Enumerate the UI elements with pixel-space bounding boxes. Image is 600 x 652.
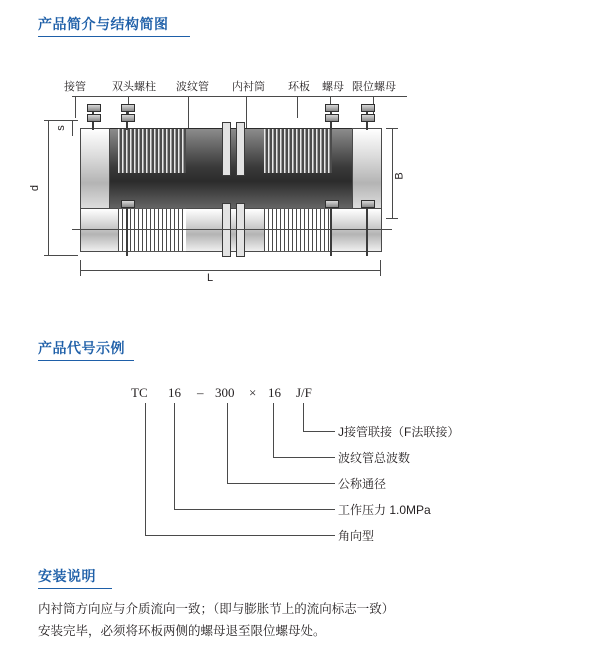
tie-rod-lower-right-2 <box>366 200 368 256</box>
code-desc-waves: 波纹管总波数 <box>338 451 411 465</box>
structure-diagram <box>0 60 600 310</box>
callout-connector-row <box>72 96 407 97</box>
dim-line-s <box>72 120 73 136</box>
section-title-install: 安装说明 <box>38 568 96 584</box>
nut-left-lower <box>87 114 101 122</box>
dim-label-d: d <box>29 184 42 192</box>
code-leader-h-pressure <box>174 509 335 510</box>
code-leader-v-pressure <box>174 403 175 509</box>
install-note-line: 内衬筒方向应与介质流向一致；（即与膨胀节上的流向标志一致） <box>38 602 395 616</box>
ring-plate-section-2 <box>236 122 245 176</box>
product-code-diagram <box>0 375 600 543</box>
ring-plate-section <box>222 122 231 176</box>
nut-right-upper <box>325 104 339 112</box>
lead-line-bellows <box>188 96 189 130</box>
ring-plate-outer-2 <box>236 203 245 257</box>
nut-lower-right-2 <box>361 200 375 208</box>
code-leader-h-type <box>145 535 335 536</box>
section-title-structure: 产品简介与结构简图 <box>38 16 169 32</box>
dim-tick-d-bottom <box>44 255 78 256</box>
nut-lower-left <box>121 200 135 208</box>
dim-tick-d-top <box>44 120 78 121</box>
code-desc-diameter: 公称通径 <box>338 477 387 491</box>
callout-label-pipe: 接管 <box>64 81 86 93</box>
code-desc-type: 角向型 <box>338 529 375 543</box>
code-part-dash: – <box>197 385 204 400</box>
code-part-tc: TC <box>131 385 148 400</box>
dim-tick-B-top <box>386 128 398 129</box>
nut-lower-right <box>325 200 339 208</box>
ring-plate-outer <box>222 203 231 257</box>
section-title-underline-3 <box>38 588 112 589</box>
dim-line-L <box>80 270 380 271</box>
bellows-pack-right-outer <box>264 208 332 252</box>
code-desc-pressure: 工作压力 1.0MPa <box>338 503 431 517</box>
lead-line-pipe <box>75 96 76 118</box>
dim-label-L: L <box>207 272 214 284</box>
code-leader-h-waves <box>273 457 335 458</box>
tie-rod-lower-right <box>330 200 332 256</box>
left-end-pipe <box>80 128 110 220</box>
bellows-pack-left-section <box>118 128 186 174</box>
code-leader-h-connection <box>303 431 335 432</box>
section-title-product-code: 产品代号示例 <box>38 340 125 356</box>
code-part-diameter: 300 <box>215 385 235 400</box>
section-title-underline-2 <box>38 360 134 361</box>
code-leader-v-connection <box>303 403 304 431</box>
nut-left2-upper <box>121 104 135 112</box>
dim-line-d <box>48 120 49 255</box>
callout-label-ring-plate: 环板 <box>288 81 310 93</box>
tie-rod-lower-left <box>126 200 128 256</box>
nut-right-lower <box>325 114 339 122</box>
code-leader-v-waves <box>273 403 274 457</box>
code-leader-v-diameter <box>227 403 228 483</box>
dim-label-s: s <box>54 125 67 131</box>
callout-label-double-stud: 双头螺柱 <box>112 81 156 93</box>
section-title-underline-1 <box>38 36 190 37</box>
callout-label-nut: 螺母 <box>322 81 344 93</box>
dim-label-B: B <box>393 172 406 180</box>
dim-tick-L-right <box>380 260 381 276</box>
install-note-line: 安装完毕，必须将环板两侧的螺母退至限位螺母处。 <box>38 624 326 638</box>
lower-view-centerline <box>72 229 392 230</box>
code-leader-h-diameter <box>227 483 335 484</box>
callout-label-bellows: 波纹管 <box>176 81 209 93</box>
install-notes <box>38 598 578 642</box>
code-part-pressure: 16 <box>168 385 181 400</box>
code-part-connection: J/F <box>296 385 312 400</box>
nut-left2-lower <box>121 114 135 122</box>
code-part-waves: 16 <box>268 385 281 400</box>
callout-label-liner: 内衬筒 <box>232 81 265 93</box>
lead-line-ring-plate <box>297 96 298 118</box>
nut-right2-lower <box>361 114 375 122</box>
nut-left-upper <box>87 104 101 112</box>
code-part-times: × <box>249 385 257 400</box>
dim-tick-L-left <box>80 260 81 276</box>
callout-label-limit-nut: 限位螺母 <box>352 81 396 93</box>
nut-right2-upper <box>361 104 375 112</box>
dim-tick-B-bottom <box>386 218 398 219</box>
bellows-pack-left-outer <box>118 208 186 252</box>
code-leader-v-type <box>145 403 146 535</box>
code-desc-connection: J接管联接（F法联接） <box>338 425 460 439</box>
bellows-pack-right-section <box>264 128 332 174</box>
